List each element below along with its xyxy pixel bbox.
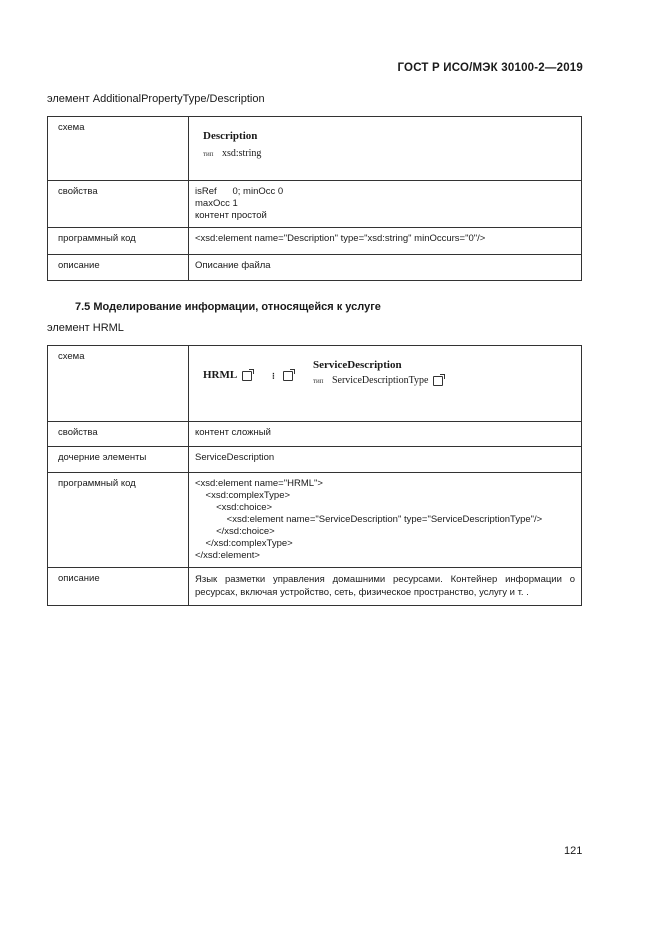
table-row xyxy=(48,255,582,281)
expand-icon xyxy=(433,376,443,386)
table-row xyxy=(48,117,582,181)
table-row xyxy=(48,346,582,422)
table-row xyxy=(48,568,582,606)
code-line: </xsd:complexType> xyxy=(195,538,293,549)
collapse-icon xyxy=(283,371,293,381)
code-line: </xsd:choice> xyxy=(195,526,275,537)
element-label-hrml: элемент HRML xyxy=(47,322,124,334)
code-line: </xsd:element> xyxy=(195,550,260,561)
table-row xyxy=(48,473,582,568)
schema-cell xyxy=(189,346,582,422)
row-key: свойства xyxy=(48,181,189,228)
code-cell xyxy=(189,473,582,568)
schema-type-tag: тип xyxy=(313,377,324,385)
schema-type-value: ServiceDescriptionType xyxy=(331,375,429,386)
schema-element-name: Description xyxy=(203,130,258,142)
expand-icon xyxy=(242,371,252,381)
code-line: <xsd:element name="HRML"> xyxy=(195,478,323,489)
props-line: контент простой xyxy=(195,210,267,221)
schema-diagram xyxy=(195,122,575,159)
props-line: maxOcc 1 xyxy=(195,198,238,209)
schema-type-value: xsd:string xyxy=(221,148,262,159)
page-number: 121 xyxy=(564,845,583,857)
code-line: <xsd:complexType> xyxy=(195,490,291,501)
table-row xyxy=(48,228,582,255)
desc-cell: Язык разметки управления домашними ресурсами. Контейнер информации о ресурсах, включая устройство, сеть, физическое пространство, услугу и т. . xyxy=(189,568,582,606)
schema-root-name: HRML xyxy=(203,369,238,381)
code-cell: <xsd:element name="Description" type="xsd:string" minOccurs="0"/> xyxy=(189,228,582,255)
table-row xyxy=(48,447,582,473)
schema-cell xyxy=(189,117,582,181)
choice-icon: ⁝ xyxy=(271,370,275,381)
props-line: isRef 0; minOcc 0 xyxy=(195,186,284,197)
element-table-description xyxy=(47,116,582,281)
schema-diagram xyxy=(195,351,575,413)
schema-child-name: ServiceDescription xyxy=(313,359,402,371)
element-table-hrml xyxy=(47,345,582,606)
props-cell xyxy=(189,181,582,228)
row-key: дочерние элементы xyxy=(48,447,189,473)
row-key: схема xyxy=(48,346,189,422)
row-key: описание xyxy=(48,255,189,281)
element-label-description: элемент AdditionalPropertyType/Description xyxy=(47,93,265,105)
code-line: <xsd:choice> xyxy=(195,502,273,513)
document-header-title: ГОСТ Р ИСО/МЭК 30100-2—2019 xyxy=(397,62,583,74)
row-key: программный код xyxy=(48,228,189,255)
section-heading: 7.5 Моделирование информации, относящейся к услуге xyxy=(75,301,381,313)
row-key: свойства xyxy=(48,422,189,447)
schema-type-tag: тип xyxy=(203,150,214,158)
row-key: схема xyxy=(48,117,189,181)
table-row xyxy=(48,422,582,447)
props-cell: контент сложный xyxy=(189,422,582,447)
row-key: описание xyxy=(48,568,189,606)
code-line: <xsd:element name="ServiceDescription" type="ServiceDescriptionType"/> xyxy=(195,514,543,525)
children-cell: ServiceDescription xyxy=(189,447,582,473)
row-key: программный код xyxy=(48,473,189,568)
desc-cell: Описание файла xyxy=(189,255,582,281)
table-row xyxy=(48,181,582,228)
